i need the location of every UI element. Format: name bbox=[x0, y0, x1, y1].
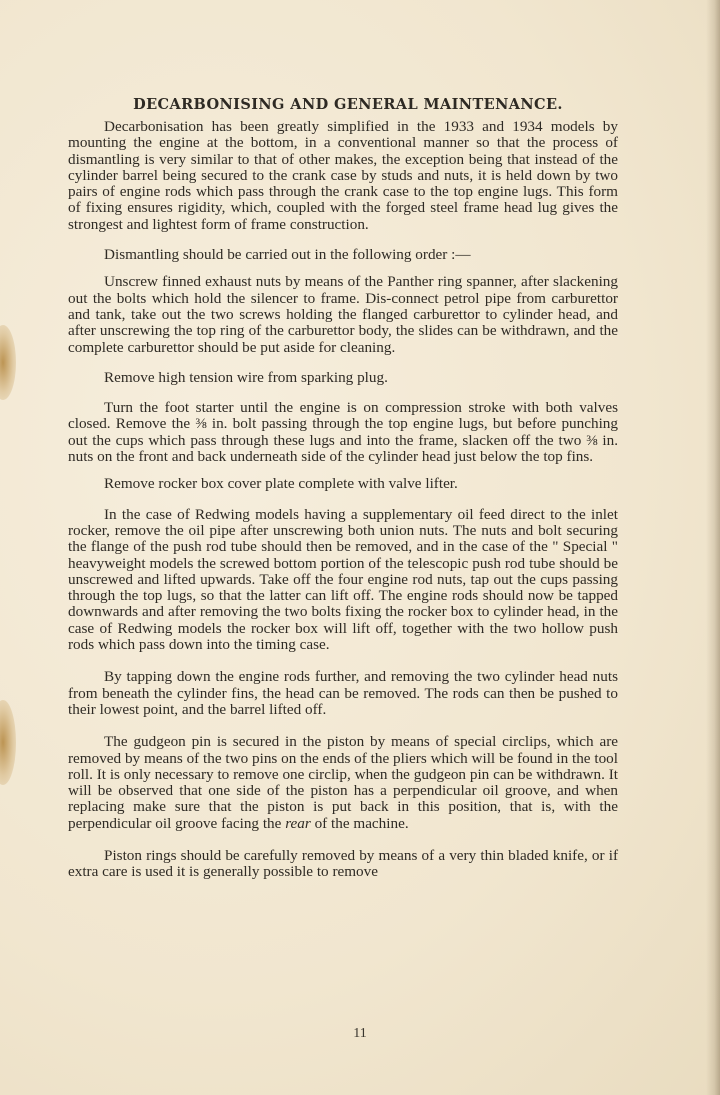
paragraph-intro: Decarbonisation has been greatly simplified in the 1933 and 1934 models by mounting the engine at the bottom, in a conventional manner so that the process of dismantling is very similar to that of other makes, the exception being that instead of the cylinder barrel being secured to the crank case by studs and nuts, it is held down by two pairs of engine rods which pass through the crank case to the top engine lugs. This form of fixing ensures rigidity, which, coupled with the forged steel frame head lug gives the strongest and lightest form of frame construction. bbox=[68, 118, 618, 233]
paragraph-gudgeon-pin bbox=[68, 734, 618, 832]
page-title: DECARBONISING AND GENERAL MAINTENANCE. bbox=[133, 96, 563, 113]
paragraph-cylinder-head: By tapping down the engine rods further, and removing the two cylinder head nuts from beneath the cylinder fins, the head can be removed. The rods can then be pushed to their lowest point, and the barrel lifted off. bbox=[68, 668, 618, 718]
paragraph-piston-rings: Piston rings should be carefully removed by means of a very thin bladed knife, or if extra care is used it is generally possible to remove bbox=[68, 846, 618, 881]
page-content bbox=[68, 96, 618, 881]
page-edge-shadow bbox=[706, 0, 720, 1095]
paragraph-redwing-models: In the case of Redwing models having a supplementary oil feed direct to the inlet rocker, remove the oil pipe after unscrewing both union nuts. The nuts and bolt securing the flange of the push rod tube should then be removed, and in the case of the " Special " heavyweight models the screwed bottom portion of the telescopic push rod tube should be unscrewed and lifted upwards. Take off the four engine rod nuts, tap out the cups passing through the top lugs, so that the latter can lift off. The engine rods should now be tapped downwards and after removing the two bolts fixing the rocker box to cylinder head, in the case of Redwing models the rocker box will lift off, together with the two hollow push rods which pass down into the timing case. bbox=[68, 505, 618, 654]
paragraph-dismantling-order: Dismantling should be carried out in the following order :— bbox=[104, 246, 471, 264]
gudgeon-text-end: of the machine. bbox=[310, 814, 409, 832]
stain-mark bbox=[0, 325, 16, 400]
stain-mark bbox=[0, 700, 16, 785]
paragraph-exhaust-carburettor: Unscrew finned exhaust nuts by means of the Panther ring spanner, after slackening out the bolts which hold the silencer to frame. Dis-connect petrol pipe from carburettor and tank, take out the two screws holding the flanged carburettor to cylinder head, and after unscrewing the top ring of the carburettor body, the slides can be withdrawn, and the complete carburettor should be put aside for cleaning. bbox=[68, 273, 618, 356]
page-number: 11 bbox=[353, 1026, 367, 1041]
emphasis-rear: rear bbox=[285, 814, 311, 832]
paragraph-high-tension: Remove high tension wire from sparking plug. bbox=[104, 368, 388, 386]
gudgeon-text-start: The gudgeon pin is secured in the piston by means of special circlips, which are removed by means of the two pins on the ends of the pliers which will be found in the tool roll. It is only necessary to remove one circlip, when the gudgeon pin can be withdrawn. It will be observed that one side of the piston has a perpendicular oil groove, and when replacing make sure that the piston is put back in this position, that is, with the perpendicular oil groove facing the bbox=[68, 733, 618, 832]
paragraph-foot-starter: Turn the foot starter until the engine is on compression stroke with both valves closed. Remove the ⅜ in. bolt passing through the top engine lugs, but before punching out the cups which pass through these lugs and into the frame, slacken off the two ⅜ in. nuts on the front and back underneath side of the cylinder head just below the top fins. bbox=[68, 399, 618, 466]
paragraph-rocker-cover: Remove rocker box cover plate complete with valve lifter. bbox=[104, 475, 458, 493]
